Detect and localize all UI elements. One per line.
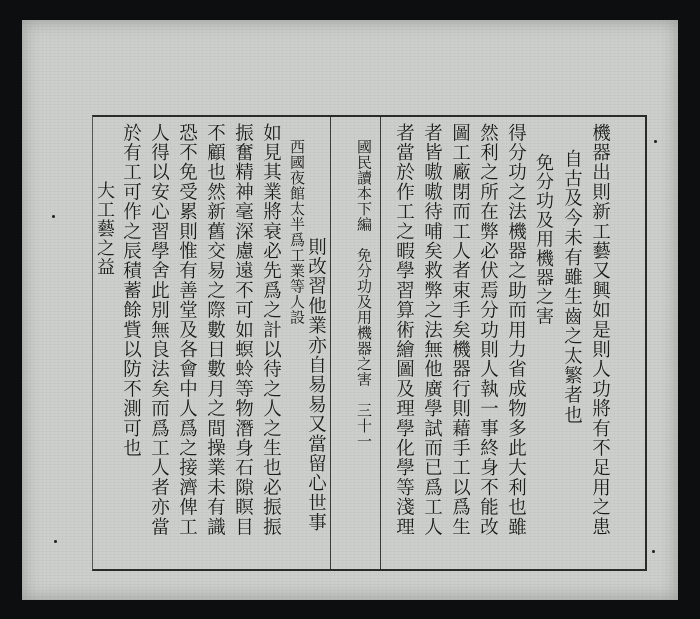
page-header: 國民讀本下編 免分功及用機器之害 三十一 <box>355 139 373 449</box>
text-column: 人得以安心習學舍此別無良法矣而爲工人者亦當 <box>148 123 170 537</box>
page-divider <box>380 117 381 569</box>
ink-speck <box>52 215 55 218</box>
text-column: 自古及今未有雖生齒之太繁者也 <box>561 149 583 425</box>
annotation-note: 西國夜館太半爲工業等人設 <box>288 139 306 325</box>
page-divider <box>330 117 331 569</box>
text-column: 不顧也然新舊交易之際數日數月之間操業未有識 <box>204 123 226 537</box>
ink-speck <box>54 540 57 543</box>
text-column: 者皆嗷嗷待哺矣救弊之法無他廣學試而已爲工人 <box>421 123 443 537</box>
ink-speck <box>652 550 655 553</box>
text-column: 者當於作工之暇學習算術繪圖及理學化學等淺理 <box>393 123 415 537</box>
text-column: 振奮精神毫深慮遠不可如螟蛉等物潛身石隙瞑目 <box>232 123 254 537</box>
text-column: 則改習他業亦自易易又當留心世事 <box>305 237 327 533</box>
section-heading: 免分功及用機器之害 <box>533 153 554 326</box>
text-column: 然利之所在弊必伏焉分功則人執一事終身不能改 <box>477 123 499 537</box>
text-column: 圖工廠閉而工人者束手矣機器行則藉手工以爲生 <box>449 123 471 537</box>
text-column: 機器出則新工藝又興如是則人功將有不足用之患 <box>589 123 611 537</box>
text-column: 恐不免受累則惟有善堂及各會中人爲之接濟俾工 <box>176 123 198 537</box>
section-heading: 大工藝之益 <box>94 181 115 277</box>
ink-speck <box>654 140 657 143</box>
text-frame <box>92 115 647 571</box>
text-column: 得分功之法機器之助而用力省成物多此大利也雖 <box>505 123 527 537</box>
document-sheet <box>22 20 678 600</box>
text-column: 如見其業將衰必先爲之計以待之人之生也必振振 <box>260 123 282 537</box>
text-column: 於有工可作之辰積蓄餘貲以防不測可也 <box>120 123 142 458</box>
